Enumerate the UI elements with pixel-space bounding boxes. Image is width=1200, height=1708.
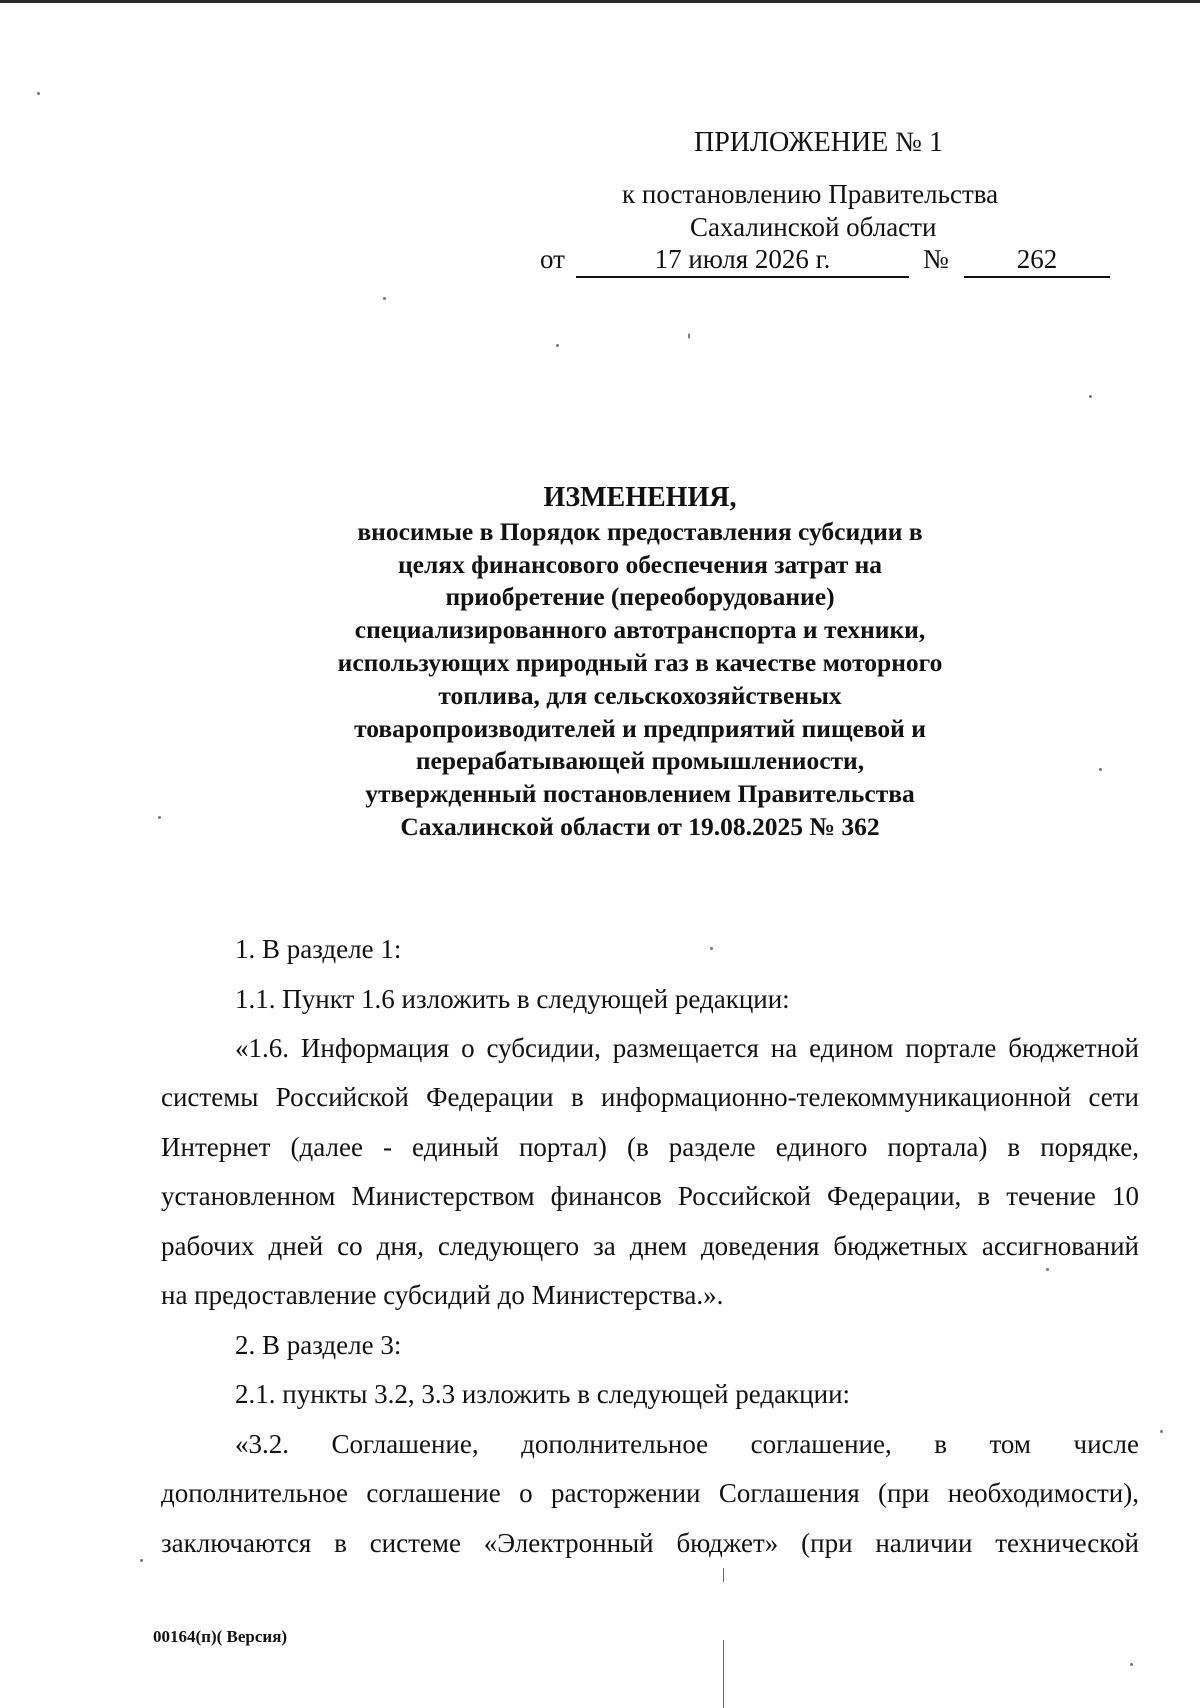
scan-speck: [710, 947, 713, 950]
heading-line: утвержденный постановлением Правительства: [365, 779, 915, 809]
heading-line: топлива, для сельскохозяйственых: [438, 680, 842, 710]
appendix-region-line: Сахалинской области: [690, 212, 937, 242]
appendix-resolution-line: к постановлению Правительства: [622, 179, 999, 209]
scan-speck: [1046, 1268, 1049, 1271]
heading-line: приобретение (переоборудование): [445, 582, 835, 612]
scan-artifact-line: [723, 1640, 724, 1708]
scan-speck: [158, 816, 161, 819]
scan-artifact-line: [723, 1568, 724, 1582]
scan-speck: [37, 92, 40, 95]
scan-speck: [688, 333, 690, 339]
heading-line: перерабатывающей промышлениости,: [415, 746, 865, 776]
document-code: 00164(п)( Версия): [153, 1627, 288, 1646]
paragraph-line: системы Российской Федерации в информационно-телекоммуникационной сети: [161, 1082, 1139, 1112]
section-3-heading: 2. В разделе 3:: [235, 1330, 402, 1360]
top-border-line: [0, 0, 1200, 3]
section-1-heading: 1. В разделе 1:: [235, 934, 402, 964]
paragraph-line: установленном Министерством финансов Российской Федерации, в течение 10: [161, 1181, 1139, 1211]
heading-line: Сахалинской области от 19.08.2025 № 362: [400, 811, 880, 841]
resolution-date: 17 июля 2026 г.: [576, 244, 909, 278]
paragraph-line: рабочих дней со дня, следующего за днем доведения бюджетных ассигнований: [161, 1231, 1139, 1261]
scan-speck: [1130, 1663, 1133, 1666]
heading-line: товаропроизводителей и предприятий пищевой и: [354, 713, 926, 743]
scan-speck: [1160, 1430, 1163, 1433]
heading-line: вносимые в Порядок предоставления субсидии в: [357, 516, 923, 546]
heading-line: целях финансового обеспечения затрат на: [397, 549, 883, 579]
item-1-1: 1.1. Пункт 1.6 изложить в следующей редакции:: [235, 984, 790, 1014]
paragraph-line: «3.2. Соглашение, дополнительное соглашение, в том числе: [235, 1429, 1139, 1459]
paragraph-line: на предоставление субсидий до Министерства.».: [161, 1280, 724, 1310]
number-label: №: [923, 244, 949, 274]
resolution-number: 262: [964, 244, 1110, 278]
heading-line: использующих природный газ в качестве моторного: [337, 647, 943, 677]
scan-speck: [1089, 395, 1092, 398]
heading-line: специализированного автотранспорта и техники,: [354, 615, 926, 645]
scan-speck: [383, 297, 386, 300]
scan-speck: [556, 344, 559, 347]
appendix-date-row: [540, 244, 1110, 280]
appendix-title: ПРИЛОЖЕНИЕ № 1: [694, 127, 943, 158]
paragraph-line: Интернет (далее - единый портал) (в разделе единого портала) в порядке,: [161, 1132, 1139, 1162]
document-heading: [250, 482, 1030, 844]
paragraph-line: «1.6. Информация о субсидии, размещается на едином портале бюджетной: [235, 1033, 1139, 1063]
scan-speck: [1099, 768, 1102, 771]
paragraph-line: заключаются в системе «Электронный бюджет» (при наличии технической: [161, 1528, 1139, 1558]
item-2-1: 2.1. пункты 3.2, 3.3 изложить в следующей редакции:: [235, 1379, 851, 1409]
heading-title: ИЗМЕНЕНИЯ,: [543, 482, 737, 513]
paragraph-line: дополнительное соглашение о расторжении Соглашения (при необходимости),: [161, 1478, 1139, 1508]
date-from-label: от: [540, 244, 565, 274]
scan-speck: [140, 1559, 143, 1562]
